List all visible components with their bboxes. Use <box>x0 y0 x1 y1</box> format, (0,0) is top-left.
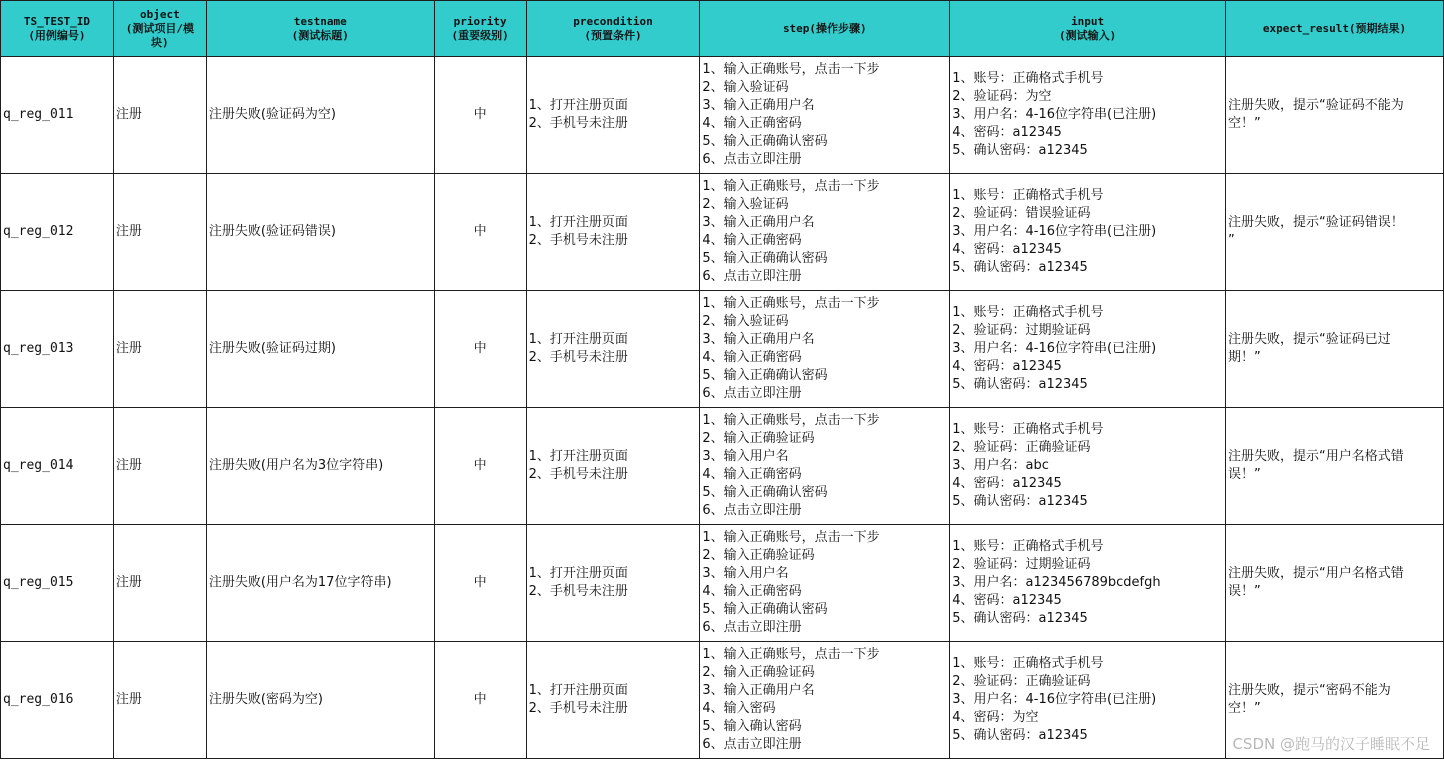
step-line: 2、输入正确验证码 <box>702 548 815 563</box>
cell-input[interactable] <box>950 291 1226 408</box>
cell-expect-result[interactable] <box>1226 291 1444 408</box>
step-line: 6、点击立即注册 <box>702 737 802 752</box>
cell-steps[interactable] <box>700 291 950 408</box>
cell-precondition[interactable] <box>526 57 700 174</box>
header-testname[interactable]: testname (测试标题) <box>206 1 434 57</box>
cell-priority[interactable]: 中 <box>434 408 526 525</box>
input-line: 4、密码：为空 <box>952 710 1039 725</box>
table-row <box>1 642 1444 759</box>
cell-expect-result[interactable] <box>1226 525 1444 642</box>
input-line: 5、确认密码：a12345 <box>952 728 1088 743</box>
input-line: 3、用户名：4-16位字符串(已注册) <box>952 107 1157 122</box>
input-line: 4、密码：a12345 <box>952 242 1062 257</box>
step-line: 6、点击立即注册 <box>702 269 802 284</box>
cell-object[interactable]: 注册 <box>113 291 206 408</box>
step-line: 5、输入正确确认密码 <box>702 485 828 500</box>
cell-precondition[interactable] <box>526 291 700 408</box>
step-line: 5、输入正确确认密码 <box>702 251 828 266</box>
step-line: 3、输入正确用户名 <box>702 332 815 347</box>
cell-testname[interactable]: 注册失败(用户名为3位字符串) <box>206 408 434 525</box>
input-line: 1、账号：正确格式手机号 <box>952 305 1104 320</box>
expect-line: 注册失败，提示“验证码不能为 <box>1228 98 1404 113</box>
input-line: 3、用户名：4-16位字符串(已注册) <box>952 692 1157 707</box>
input-line: 5、确认密码：a12345 <box>952 377 1088 392</box>
header-row <box>1 1 1444 57</box>
step-line: 3、输入用户名 <box>702 566 789 581</box>
step-line: 1、输入正确账号，点击一下步 <box>702 647 880 662</box>
step-line: 2、输入正确验证码 <box>702 431 815 446</box>
table-row <box>1 57 1444 174</box>
precondition-line: 2、手机号未注册 <box>528 467 628 482</box>
cell-object[interactable]: 注册 <box>113 174 206 291</box>
cell-testname[interactable]: 注册失败(用户名为17位字符串) <box>206 525 434 642</box>
table-row <box>1 408 1444 525</box>
precondition-line: 1、打开注册页面 <box>528 449 628 464</box>
cell-steps[interactable] <box>700 57 950 174</box>
input-line: 2、验证码：错误验证码 <box>952 206 1091 221</box>
step-line: 6、点击立即注册 <box>702 503 802 518</box>
cell-input[interactable] <box>950 525 1226 642</box>
cell-precondition[interactable] <box>526 174 700 291</box>
input-line: 5、确认密码：a12345 <box>952 611 1088 626</box>
step-line: 3、输入正确用户名 <box>702 215 815 230</box>
input-line: 2、验证码：过期验证码 <box>952 323 1091 338</box>
cell-test-id[interactable]: q_reg_016 <box>1 642 114 759</box>
input-line: 1、账号：正确格式手机号 <box>952 422 1104 437</box>
expect-line: 注册失败，提示“密码不能为 <box>1228 683 1391 698</box>
expect-line: 注册失败，提示“用户名格式错 <box>1228 449 1404 464</box>
cell-priority[interactable]: 中 <box>434 174 526 291</box>
input-line: 1、账号：正确格式手机号 <box>952 71 1104 86</box>
precondition-line: 1、打开注册页面 <box>528 332 628 347</box>
step-line: 6、点击立即注册 <box>702 386 802 401</box>
input-line: 4、密码：a12345 <box>952 476 1062 491</box>
step-line: 3、输入正确用户名 <box>702 683 815 698</box>
input-line: 2、验证码：为空 <box>952 89 1052 104</box>
input-line: 5、确认密码：a12345 <box>952 143 1088 158</box>
header-priority[interactable]: priority (重要级别) <box>434 1 526 57</box>
precondition-line: 2、手机号未注册 <box>528 701 628 716</box>
header-ts-test-id[interactable]: TS_TEST_ID (用例编号) <box>1 1 114 57</box>
step-line: 5、输入确认密码 <box>702 719 802 734</box>
step-line: 2、输入验证码 <box>702 197 789 212</box>
cell-priority[interactable]: 中 <box>434 525 526 642</box>
precondition-line: 1、打开注册页面 <box>528 566 628 581</box>
cell-input[interactable] <box>950 174 1226 291</box>
input-line: 4、密码：a12345 <box>952 359 1062 374</box>
header-step[interactable]: step(操作步骤) <box>700 1 950 57</box>
cell-object[interactable]: 注册 <box>113 57 206 174</box>
input-line: 4、密码：a12345 <box>952 593 1062 608</box>
input-line: 2、验证码：正确验证码 <box>952 440 1091 455</box>
expect-line: 误！” <box>1228 467 1261 482</box>
expect-line: 注册失败，提示“用户名格式错 <box>1228 566 1404 581</box>
cell-priority[interactable]: 中 <box>434 291 526 408</box>
header-object[interactable]: object (测试项目/模 块) <box>113 1 206 57</box>
cell-precondition[interactable] <box>526 408 700 525</box>
input-line: 1、账号：正确格式手机号 <box>952 539 1104 554</box>
step-line: 1、输入正确账号，点击一下步 <box>702 296 880 311</box>
step-line: 6、点击立即注册 <box>702 152 802 167</box>
cell-steps[interactable] <box>700 642 950 759</box>
input-line: 2、验证码：过期验证码 <box>952 557 1091 572</box>
input-line: 5、确认密码：a12345 <box>952 494 1088 509</box>
step-line: 1、输入正确账号，点击一下步 <box>702 530 880 545</box>
step-line: 4、输入密码 <box>702 701 776 716</box>
expect-line: 注册失败，提示“验证码错误！ <box>1228 215 1404 230</box>
step-line: 1、输入正确账号，点击一下步 <box>702 413 880 428</box>
cell-expect-result[interactable] <box>1226 174 1444 291</box>
cell-precondition[interactable] <box>526 642 700 759</box>
cell-test-id[interactable]: q_reg_011 <box>1 57 114 174</box>
cell-priority[interactable]: 中 <box>434 57 526 174</box>
cell-expect-result[interactable] <box>1226 408 1444 525</box>
precondition-line: 2、手机号未注册 <box>528 584 628 599</box>
expect-line: 期！” <box>1228 350 1261 365</box>
precondition-line: 2、手机号未注册 <box>528 116 628 131</box>
cell-input[interactable] <box>950 57 1226 174</box>
cell-test-id[interactable]: q_reg_014 <box>1 408 114 525</box>
cell-object[interactable]: 注册 <box>113 408 206 525</box>
cell-input[interactable] <box>950 642 1226 759</box>
step-line: 2、输入验证码 <box>702 80 789 95</box>
step-line: 2、输入正确验证码 <box>702 665 815 680</box>
step-line: 6、点击立即注册 <box>702 620 802 635</box>
step-line: 4、输入正确密码 <box>702 350 802 365</box>
cell-steps[interactable] <box>700 174 950 291</box>
watermark: CSDN @跑马的汉子睡眠不足 <box>1232 735 1430 753</box>
input-line: 3、用户名：4-16位字符串(已注册) <box>952 341 1157 356</box>
input-line: 1、账号：正确格式手机号 <box>952 656 1104 671</box>
precondition-line: 1、打开注册页面 <box>528 98 628 113</box>
step-line: 5、输入正确确认密码 <box>702 134 828 149</box>
cell-steps[interactable] <box>700 525 950 642</box>
step-line: 4、输入正确密码 <box>702 584 802 599</box>
header-input[interactable]: input (测试输入) <box>950 1 1226 57</box>
expect-line: ” <box>1228 233 1235 248</box>
input-line: 5、确认密码：a12345 <box>952 260 1088 275</box>
cell-expect-result[interactable] <box>1226 57 1444 174</box>
expect-line: 误！” <box>1228 584 1261 599</box>
expect-line: 注册失败，提示“验证码已过 <box>1228 332 1391 347</box>
cell-input[interactable] <box>950 408 1226 525</box>
header-precondition[interactable]: precondition (预置条件) <box>526 1 700 57</box>
cell-testname[interactable]: 注册失败(验证码为空) <box>206 57 434 174</box>
step-line: 3、输入用户名 <box>702 449 789 464</box>
cell-testname[interactable]: 注册失败(验证码错误) <box>206 174 434 291</box>
table-row <box>1 174 1444 291</box>
step-line: 1、输入正确账号，点击一下步 <box>702 62 880 77</box>
precondition-line: 2、手机号未注册 <box>528 350 628 365</box>
cell-test-id[interactable]: q_reg_013 <box>1 291 114 408</box>
input-line: 2、验证码：正确验证码 <box>952 674 1091 689</box>
cell-object[interactable]: 注册 <box>113 525 206 642</box>
cell-test-id[interactable]: q_reg_012 <box>1 174 114 291</box>
precondition-line: 2、手机号未注册 <box>528 233 628 248</box>
input-line: 3、用户名：a123456789bcdefgh <box>952 575 1161 590</box>
step-line: 2、输入验证码 <box>702 314 789 329</box>
table-row <box>1 291 1444 408</box>
header-expect-result[interactable]: expect_result(预期结果) <box>1226 1 1444 57</box>
step-line: 3、输入正确用户名 <box>702 98 815 113</box>
step-line: 4、输入正确密码 <box>702 116 802 131</box>
precondition-line: 1、打开注册页面 <box>528 683 628 698</box>
cell-testname[interactable]: 注册失败(密码为空) <box>206 642 434 759</box>
step-line: 1、输入正确账号，点击一下步 <box>702 179 880 194</box>
input-line: 3、用户名：4-16位字符串(已注册) <box>952 224 1157 239</box>
step-line: 5、输入正确确认密码 <box>702 368 828 383</box>
cell-object[interactable]: 注册 <box>113 642 206 759</box>
table-row <box>1 525 1444 642</box>
cell-steps[interactable] <box>700 408 950 525</box>
cell-testname[interactable]: 注册失败(验证码过期) <box>206 291 434 408</box>
expect-line: 空！” <box>1228 701 1261 716</box>
cell-priority[interactable]: 中 <box>434 642 526 759</box>
input-line: 1、账号：正确格式手机号 <box>952 188 1104 203</box>
precondition-line: 1、打开注册页面 <box>528 215 628 230</box>
expect-line: 空！” <box>1228 116 1261 131</box>
cell-precondition[interactable] <box>526 525 700 642</box>
input-line: 3、用户名：abc <box>952 458 1049 473</box>
step-line: 4、输入正确密码 <box>702 233 802 248</box>
step-line: 4、输入正确密码 <box>702 467 802 482</box>
cell-test-id[interactable]: q_reg_015 <box>1 525 114 642</box>
step-line: 5、输入正确确认密码 <box>702 602 828 617</box>
input-line: 4、密码：a12345 <box>952 125 1062 140</box>
